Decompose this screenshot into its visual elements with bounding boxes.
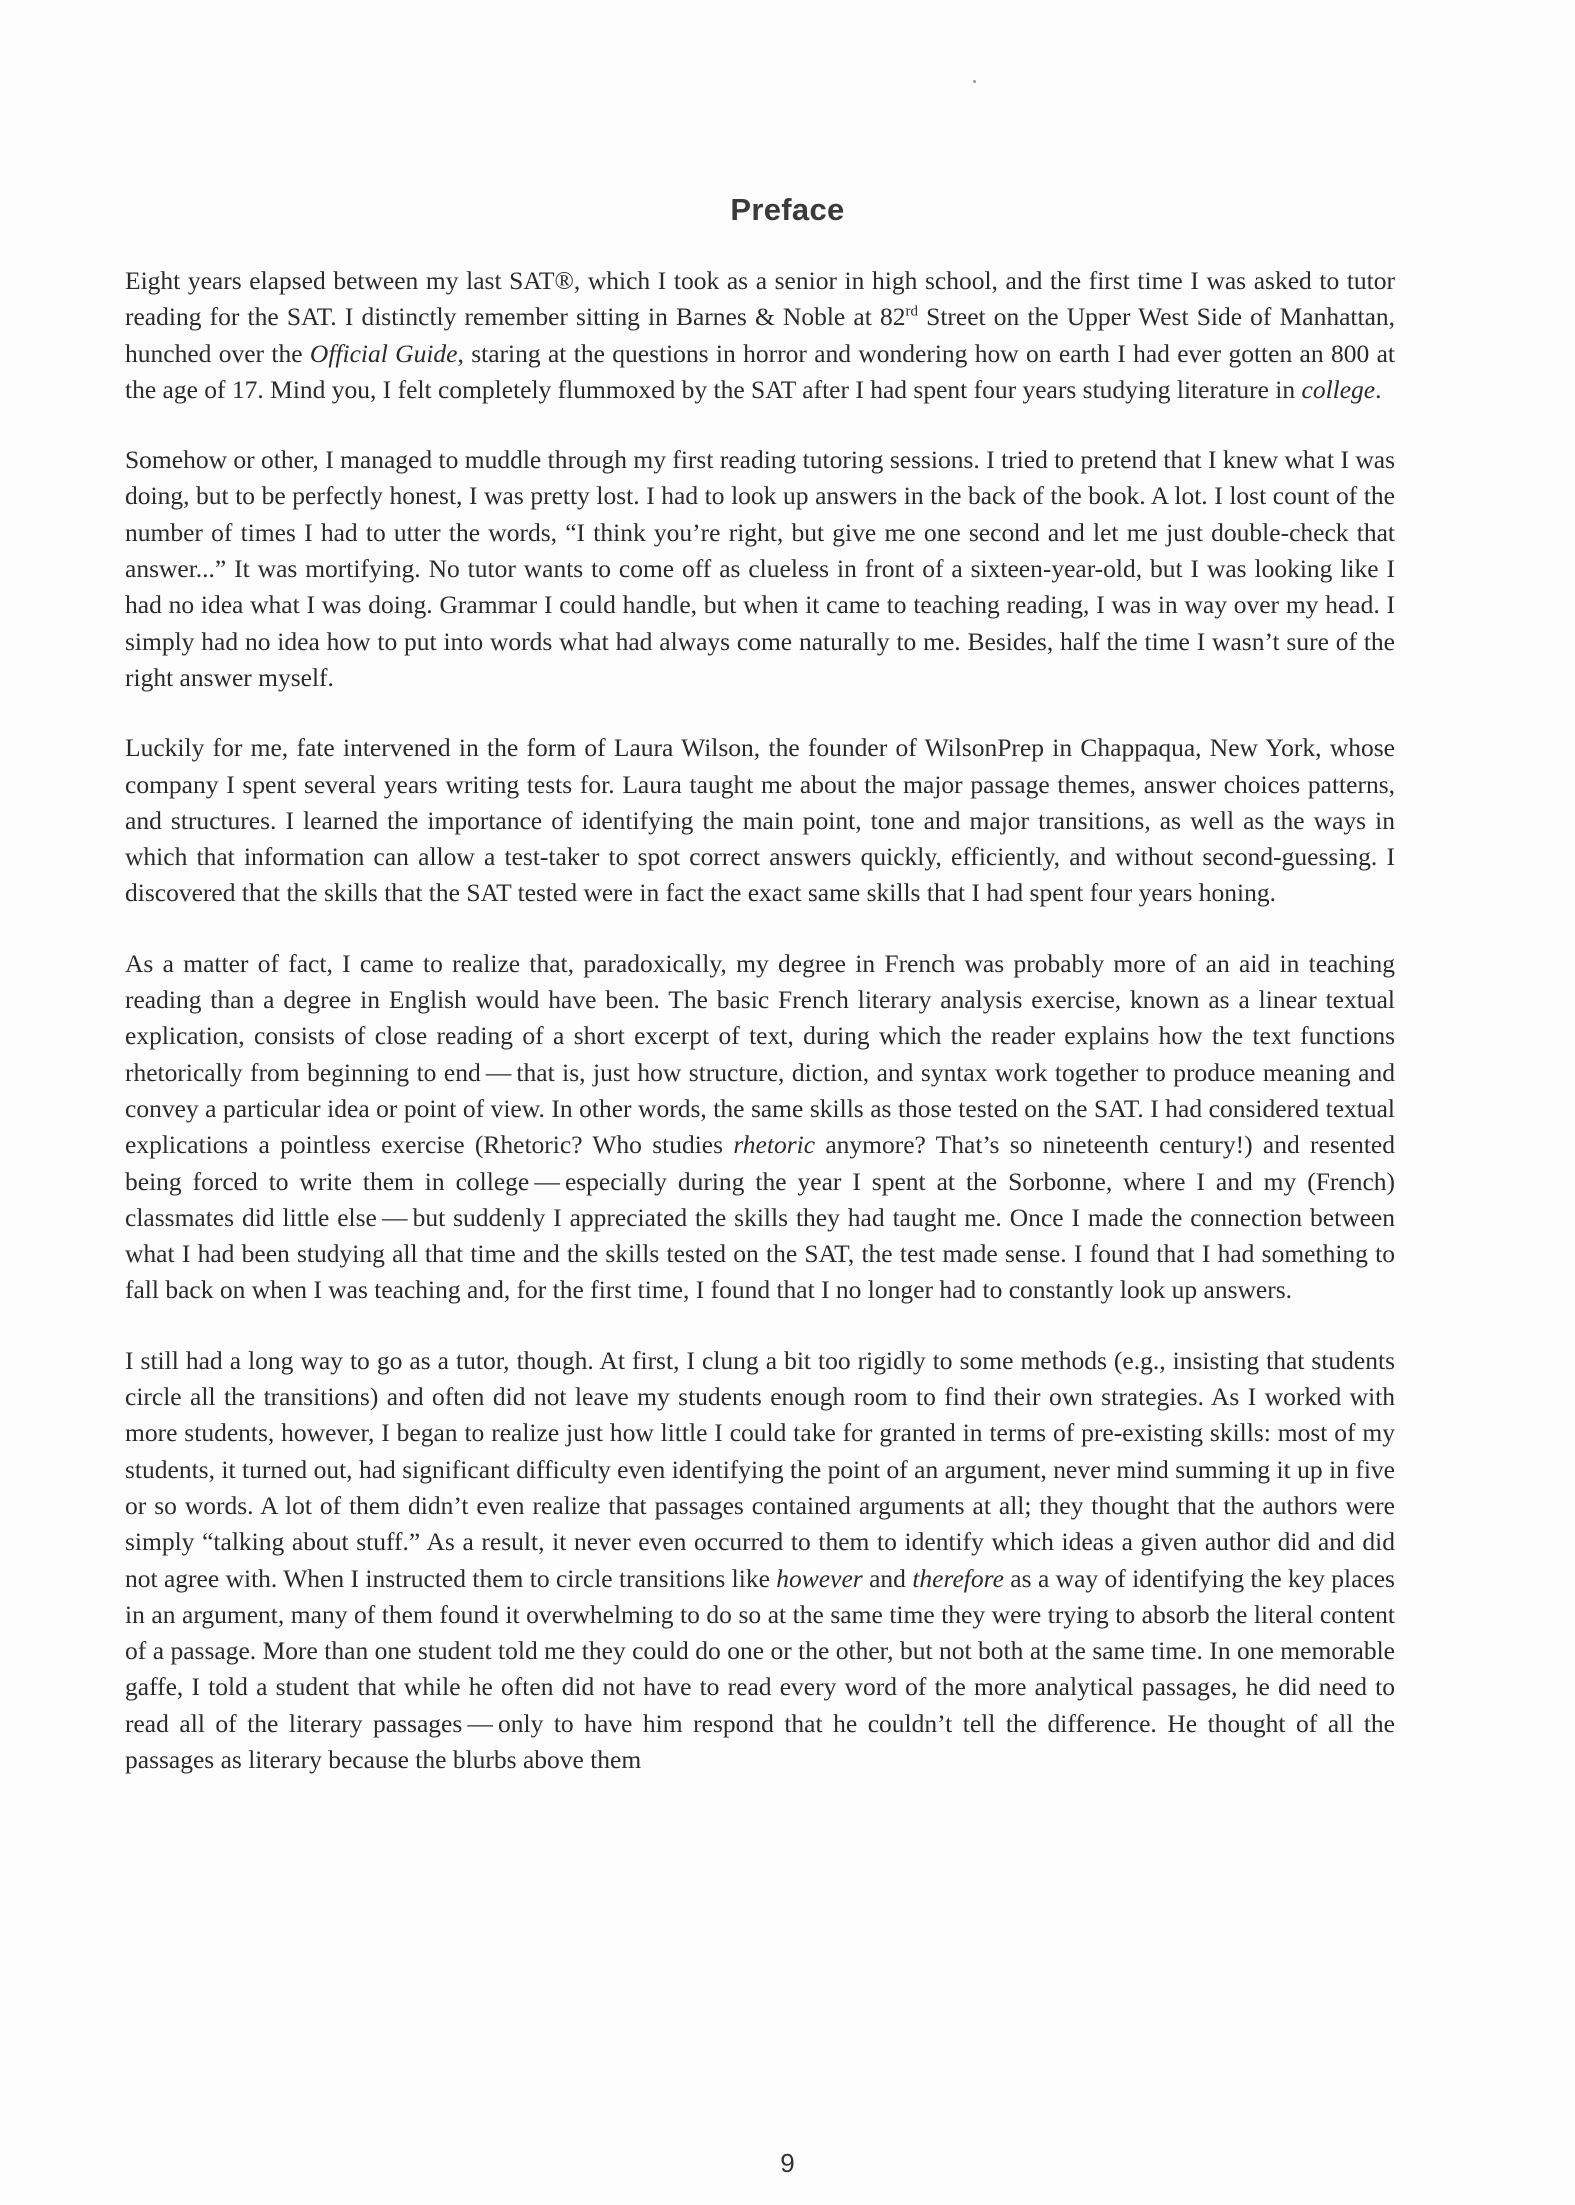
italic-text: rhetoric [733,1130,816,1160]
text-run: anymore? That’s so nineteenth century!) and resented being forced to write them in college — especially during the year I spent at the Sorbonne, where I and my (French) classmates did little else — but suddenly I appreciated the skills they had taught me. Once I made the connection between what I had been studying all that time and the skills tested on the SAT, the test made sense. I found that I had something to fall back on when I was teaching and, for the first time, I found that I no longer had to constantly look up answers. [125,1130,1395,1305]
italic-text: Official Guide [309,338,458,368]
text-run: I still had a long way to go as a tutor, though. At first, I clung a bit too rigidly to some methods (e.g., insisting that students circle all the transitions) and often did not leave my students enough room to find their own strategies. As I worked with more students, however, I began to realize just how little I could take for granted in terms of pre-existing skills: most of my students, it turned out, had significant difficulty even identifying the point of an argument, never mind summing it up in five or so words. A lot of them didn’t even realize that passages contained arguments at all; they thought that the authors were simply “talking about stuff.” As a result, it never even occurred to them to identify which ideas a given author did and did not agree with. When I instructed them to circle transitions like [125,1345,1395,1593]
text-run: as a way of identifying the key places in an argument, many of them found it overwhelming to do so at the same time they were trying to absorb the literal content of a passage. More than one student told me they could do one or the other, but not both at the same time. In one memorable gaffe, I told a student that while he often did not have to read every word of the more analytical passages, he did need to read all of the literary passages — only to have him respond that he couldn’t tell the difference. He thought of all the passages as literary because the blurbs above them [125,1563,1395,1774]
text-run: Somehow or other, I managed to muddle through my first reading tutoring sessions. I tried to pretend that I knew what I was doing, but to be perfectly honest, I was pretty lost. I had to look up answers in the back of the book. A lot. I lost count of the number of times I had to utter the words, “I think you’re right, but give me one second and let me just double-check that answer...” It was mortifying. No tutor wants to come off as clueless in front of a sixteen-year-old, but I was looking like I had no idea what I was doing. Grammar I could handle, but when it came to teaching reading, I was in way over my head. I simply had no idea how to put into words what had always come naturally to me. Besides, half the time I wasn’t sure of the right answer myself. [125,445,1395,692]
text-run: Street on the Upper West Side of Manhattan, hunched over the [125,302,1396,368]
paragraph [125,442,1395,696]
text-run: Luckily for me, fate intervened in the form of Laura Wilson, the founder of WilsonPrep in Chappaqua, New York, whose company I spent several years writing tests for. Laura taught me about the major passage themes, answer choices patterns, and structures. I learned the importance of identifying the main point, tone and major transitions, as well as the ways in which that information can allow a test-taker to spot correct answers quickly, efficiently, and without second-guessing. I discovered that the skills that the SAT tested were in fact the exact same skills that I had spent four years honing. [125,733,1395,908]
page-number: 9 [780,2148,795,2178]
text-run: Eight years elapsed between my last SAT®, which I took as a senior in high school, and the first time I was asked to tutor reading for the SAT. I distinctly remember sitting in Barnes & Noble at 82 [125,266,1395,332]
text-run: . [1375,374,1382,404]
italic-text: college [1301,374,1376,404]
italic-text: however [776,1563,863,1593]
page-title: Preface [730,192,845,227]
text-run: and [862,1563,913,1593]
paragraph [125,946,1395,1309]
italic-text: therefore [912,1563,1004,1593]
preface-body [125,263,1395,1778]
text-run: As a matter of fact, I came to realize that, paradoxically, my degree in French was probably more of an aid in teaching reading than a degree in English would have been. The basic French literary analysis exercise, known as a linear textual explication, consists of close reading of a short excerpt of text, during which the reader explains how the text functions rhetorically from beginning to end — that is, just how structure, diction, and syntax work together to produce meaning and convey a particular idea or point of view. In other words, the same skills as those tested on the SAT. I had considered textual explications a pointless exercise (Rhetoric? Who studies [125,948,1395,1160]
paragraph [125,1343,1395,1779]
text-run: , staring at the questions in horror and wondering how on earth I had ever gotten an 800 at the age of 17. Mind you, I felt completely flummoxed by the SAT after I had spent four years studying literature in [125,338,1395,404]
paragraph [125,730,1395,911]
superscript-text: rd [905,303,918,320]
scan-speck [973,80,976,83]
paragraph [125,263,1395,408]
